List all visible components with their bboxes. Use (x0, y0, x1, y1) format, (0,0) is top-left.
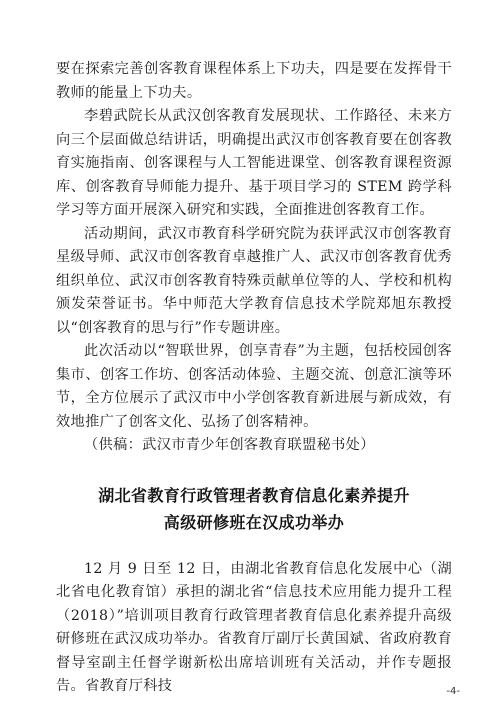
paragraph-2: 李碧武院长从武汉创客教育发展现状、工作路径、未来方向三个层面做总结讲话，明确提出武汉市创客教育要在创客教育实施指南、创客课程与人工智能进课堂、创客教育课程资源库、创客教育导师能力提升、基于项目学习的 STEM 跨学科学习等方面开展深入研究和实践，全面推进创客教育工作。 (56, 108, 452, 218)
paragraph-1: 要在探索完善创客教育课程体系上下功夫，四是要在发挥骨干教师的能量上下功夫。 (56, 61, 452, 101)
paragraph-5: 12 月 9 日至 12 日，由湖北省教育信息化发展中心（湖北省电化教育馆）承担的湖北省“信息技术应用能力提升工程（2018）”培训项目教育行政管理者教育信息化素养提升高级研修班在武汉成功举办。省教育厅副厅长黄国斌、省政府教育督导室副主任督学谢新松出席培训班有关活动，并作专题报告。省教育厅科技 (56, 560, 452, 694)
paragraph-4: 此次活动以“智联世界，创享青春”为主题，包括校园创客集市、创客工作坊、创客活动体验、主题交流、创意汇演等环节，全方位展示了武汉市中小学创客教育新进展与新成效，有效地推广了创客文化、弘扬了创客精神。 (56, 343, 452, 430)
document-body (56, 58, 452, 699)
page-number: -4- (446, 686, 460, 697)
article-heading (56, 482, 452, 536)
heading-line-2: 高级研修班在汉成功举办 (163, 512, 345, 532)
source-note: （供稿：武汉市青少年创客教育联盟秘书处） (84, 437, 375, 453)
heading-line-1: 湖北省教育行政管理者教育信息化素养提升 (98, 485, 410, 505)
paragraph-3: 活动期间，武汉市教育科学研究院为获评武汉市创客教育星级导师、武汉市创客教育卓越推广人、武汉市创客教育优秀组织单位、武汉市创客教育特殊贡献单位等的人、学校和机构颁发荣誉证书。华中师范大学教育信息技术学院郑旭东教授以“创客教育的思与行”作专题讲座。 (56, 225, 452, 336)
